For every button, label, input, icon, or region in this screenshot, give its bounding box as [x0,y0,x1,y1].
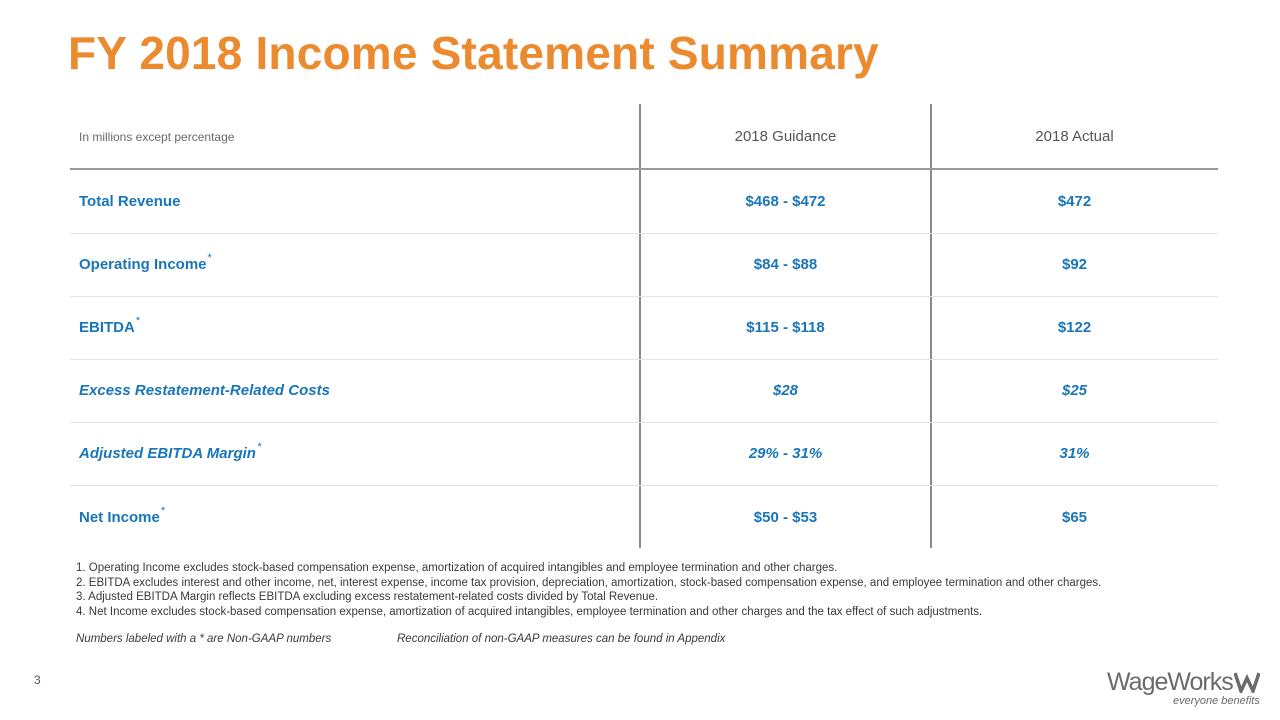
table-row-excess-restatement-costs [70,359,1218,423]
actual-value: $472 [1057,193,1092,210]
non-gaap-note: Numbers labeled with a * are Non-GAAP numbers [76,633,332,645]
actual-value: $25 [1061,382,1088,399]
page-number: 3 [34,673,41,687]
logo-w-icon [1234,671,1260,693]
actual-value: 31% [1059,445,1090,462]
row-label: Net Income* [79,505,166,526]
slide-title: FY 2018 Income Statement Summary [68,27,879,79]
actual-value: $65 [1061,509,1088,526]
actual-value: $122 [1057,319,1092,336]
column-header-actual: 2018 Actual [1035,128,1114,145]
guidance-value: $468 - $472 [745,193,826,210]
actual-value: $92 [1061,256,1088,273]
column-header-guidance: 2018 Guidance [734,128,837,145]
table-row-operating-income [70,233,1218,297]
table-row-adjusted-ebitda-margin [70,422,1218,486]
footnote: 2. EBITDA excludes interest and other income, net, interest expense, income tax provision, depreciation, amortization, stock-based compensation expense, and employee termination and other charges. [76,576,1102,589]
row-label: Operating Income* [79,252,212,273]
guidance-value: $28 [772,382,799,399]
footnote: 3. Adjusted EBITDA Margin reflects EBITDA excluding excess restatement-related costs divided by Total Revenue. [76,591,659,603]
row-label: Excess Restatement-Related Costs [79,382,330,399]
table-row-total-revenue [70,170,1218,234]
footnotes [76,561,1101,619]
table-row-ebitda [70,296,1218,360]
row-label: Total Revenue [79,193,181,210]
logo-tagline: everyone benefits [1173,695,1260,707]
guidance-value: $50 - $53 [753,509,818,526]
units-note: In millions except percentage [79,129,235,144]
guidance-value: $84 - $88 [753,256,818,273]
row-label: EBITDA* [79,315,141,336]
table-row-net-income [70,486,1218,549]
income-statement-table [70,104,1218,548]
guidance-value: $115 - $118 [746,319,825,336]
guidance-value: 29% - 31% [748,445,823,462]
table-header-row [70,105,1218,170]
footnote: 4. Net Income excludes stock-based compensation expense, amortization of acquired intangibles, employee termination and other charges and the tax effect of such adjustments. [76,605,983,618]
row-label: Adjusted EBITDA Margin* [79,441,262,462]
logo-wordmark: WageWorks [1107,668,1233,696]
footnote: 1. Operating Income excludes stock-based compensation expense, amortization of acquired intangibles and employee termination and other charges. [76,562,838,574]
wageworks-logo [1107,668,1267,712]
reconciliation-note: Reconciliation of non-GAAP measures can be found in Appendix [397,633,726,645]
